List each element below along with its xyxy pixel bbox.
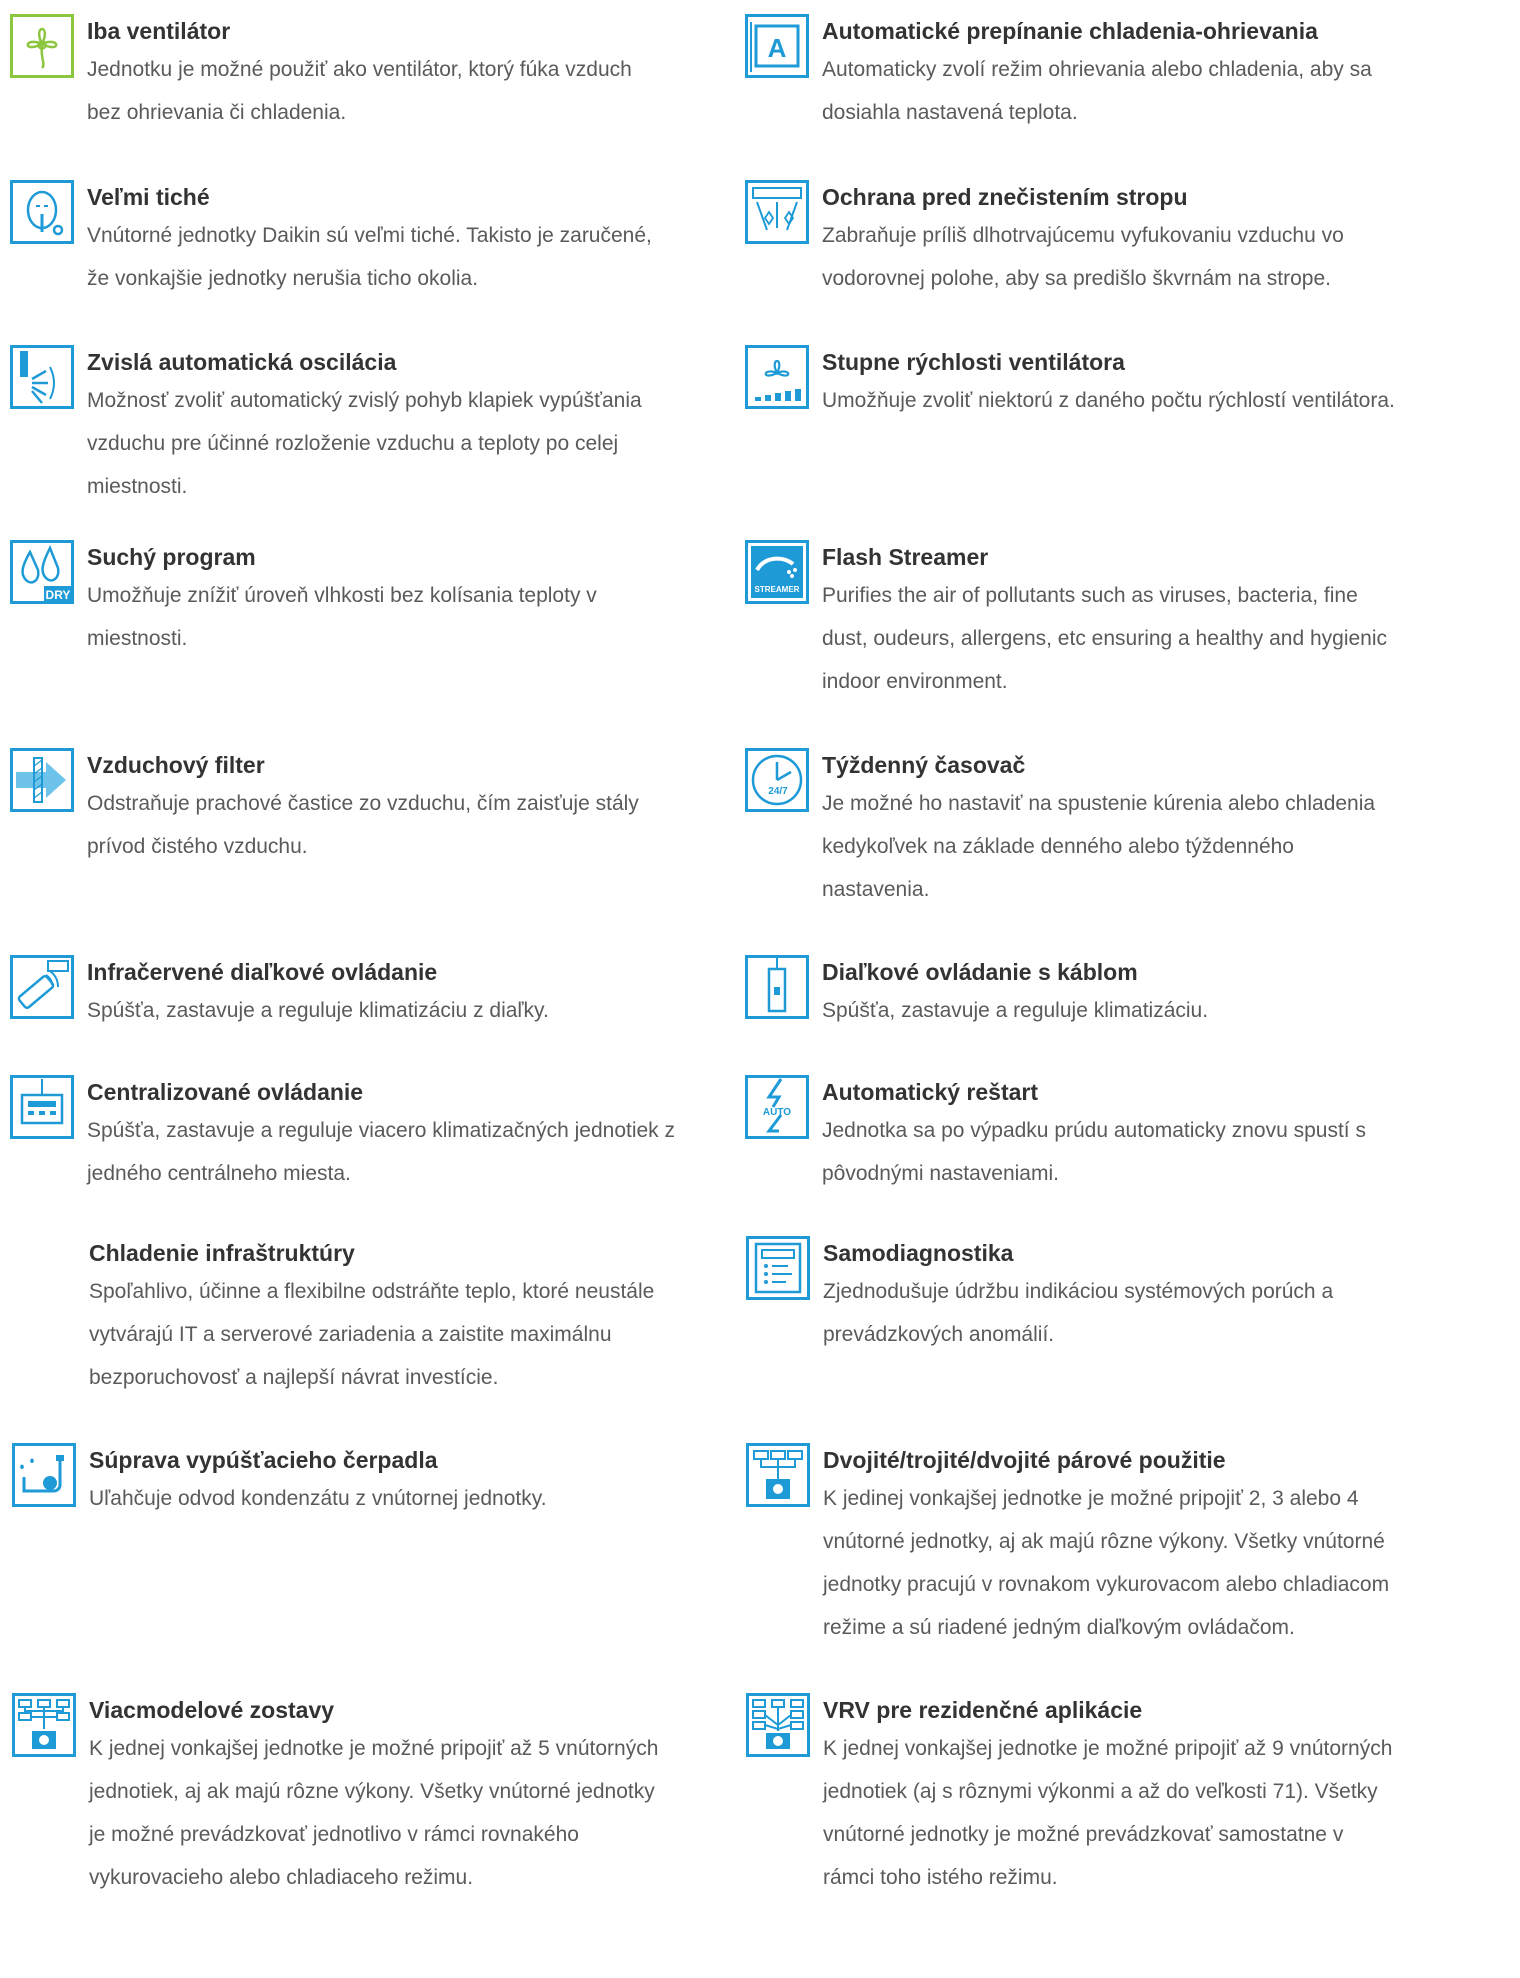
desc-line: rámci toho istého režimu.: [823, 1866, 1058, 1889]
desc-line: vnútorné jednotky je možné prevádzkovať samostatne v: [823, 1823, 1344, 1846]
auto-restart-icon: [745, 1075, 809, 1139]
desc-line: Spúšťa, zastavuje a reguluje klimatizáciu.: [822, 999, 1209, 1022]
feature-desc: [823, 1270, 1483, 1356]
desc-line: Uľahčuje odvod kondenzátu z vnútornej jednotky.: [89, 1487, 547, 1510]
feature-desc: [822, 379, 1502, 422]
desc-line: kedykoľvek na základe denného alebo týždenného: [822, 835, 1294, 858]
flash-streamer-icon: [745, 540, 809, 604]
desc-line: Zjednodušuje údržbu indikáciou systémových porúch a: [823, 1280, 1334, 1303]
feature-title: Iba ventilátor: [87, 18, 231, 44]
desc-line: Automaticky zvolí režim ohrievania alebo chladenia, aby sa: [822, 58, 1372, 81]
twin-triple-icon: [746, 1443, 810, 1507]
desc-line: Odstraňuje prachové častice zo vzduchu, čím zaisťuje stály: [87, 792, 639, 815]
desc-line: vzduchu pre účinné rozloženie vzduchu a teploty po celej: [87, 432, 619, 455]
quiet-face-icon: [10, 180, 74, 244]
desc-line: Spúšťa, zastavuje a reguluje klimatizáciu z diaľky.: [87, 999, 549, 1022]
desc-line: jednotky pracujú v rovnakom vykurovacom alebo chladiacom: [823, 1573, 1390, 1596]
desc-line: pôvodnými nastaveniami.: [822, 1162, 1059, 1185]
drain-pump-icon: [12, 1443, 76, 1507]
dry-label: DRY: [45, 588, 71, 602]
feature-title: Vzduchový filter: [87, 752, 265, 778]
auto-switch-icon: [745, 14, 809, 78]
desc-line: Je možné ho nastaviť na spustenie kúrenia alebo chladenia: [822, 792, 1376, 815]
desc-line: režime a sú riadené jedným diaľkovým ovládačom.: [823, 1616, 1295, 1639]
ir-remote-icon: [10, 955, 74, 1019]
feature-desc: [89, 1477, 729, 1520]
feature-title: Stupne rýchlosti ventilátora: [822, 349, 1125, 375]
feature-desc: [89, 1270, 749, 1399]
feature-title: Zvislá automatická oscilácia: [87, 349, 397, 375]
desc-line: Spúšťa, zastavuje a reguluje viacero klimatizačných jednotiek z: [87, 1119, 676, 1142]
feature-desc: [87, 379, 727, 508]
feature-title: Samodiagnostika: [823, 1240, 1014, 1266]
desc-line: prívod čistého vzduchu.: [87, 835, 308, 858]
desc-line: Umožňuje znížiť úroveň vlhkosti bez kolísania teploty v: [87, 584, 597, 607]
feature-title: VRV pre rezidenčné aplikácie: [823, 1697, 1143, 1723]
feature-title: Flash Streamer: [822, 544, 989, 570]
timer-label: 24/7: [768, 786, 788, 797]
desc-line: že vonkajšie jednotky nerušia ticho okolia.: [87, 267, 479, 290]
desc-line: Purifies the air of pollutants such as viruses, bacteria, fine: [822, 584, 1358, 607]
feature-desc: [822, 1109, 1482, 1195]
multi-model-icon: [12, 1693, 76, 1757]
desc-line: dust, oudeurs, allergens, etc ensuring a healthy and hygienic: [822, 627, 1388, 650]
desc-line: Jednotku je možné použiť ako ventilátor, ktorý fúka vzduch: [87, 58, 632, 81]
feature-desc: [822, 574, 1482, 703]
ceiling-protection-icon: [745, 180, 809, 244]
self-diagnostics-icon: [746, 1236, 810, 1300]
desc-line: K jednej vonkajšej jednotke je možné pripojiť až 9 vnútorných: [823, 1737, 1393, 1760]
feature-desc: [87, 1109, 747, 1195]
central-control-icon: [10, 1075, 74, 1139]
feature-title: Dvojité/trojité/dvojité párové použitie: [823, 1447, 1226, 1473]
fan-speed-icon: [745, 345, 809, 409]
weekly-timer-icon: [745, 748, 809, 812]
desc-line: dosiahla nastavená teplota.: [822, 101, 1078, 124]
feature-title: Diaľkové ovládanie s káblom: [822, 959, 1138, 985]
desc-line: Jednotka sa po výpadku prúdu automaticky znovu spustí s: [822, 1119, 1366, 1142]
feature-title: Viacmodelové zostavy: [89, 1697, 335, 1723]
desc-line: nastavenia.: [822, 878, 930, 901]
feature-title: Ochrana pred znečistením stropu: [822, 184, 1188, 210]
desc-line: jednotiek, aj ak majú rôzne výkony. Všetky vnútorné jednotky: [89, 1780, 655, 1803]
desc-line: jedného centrálneho miesta.: [87, 1162, 351, 1185]
feature-desc: [823, 1727, 1483, 1899]
desc-line: vodorovnej polohe, aby sa predišlo škvrnám na strope.: [822, 267, 1331, 290]
desc-line: vykurovacieho alebo chladiaceho režimu.: [89, 1866, 474, 1889]
feature-desc: [87, 214, 727, 300]
feature-desc: [823, 1477, 1483, 1649]
desc-line: Spoľahlivo, účinne a flexibilne odstráňte teplo, ktoré neustále: [89, 1280, 655, 1303]
vrv-icon: [746, 1693, 810, 1757]
desc-line: miestnosti.: [87, 627, 188, 650]
feature-title: Automatický reštart: [822, 1079, 1039, 1105]
desc-line: Umožňuje zvoliť niektorú z daného počtu rýchlostí ventilátora.: [822, 389, 1395, 412]
feature-title: Veľmi tiché: [87, 184, 210, 210]
feature-desc: [87, 989, 727, 1032]
feature-desc: [822, 989, 1482, 1032]
dry-program-icon: [10, 540, 74, 604]
desc-line: K jedinej vonkajšej jednotke je možné pripojiť 2, 3 alebo 4: [823, 1487, 1359, 1510]
desc-line: K jednej vonkajšej jednotke je možné pripojiť až 5 vnútorných: [89, 1737, 659, 1760]
wired-remote-icon: [745, 955, 809, 1019]
air-filter-icon: [10, 748, 74, 812]
feature-title: Automatické prepínanie chladenia-ohrievania: [822, 18, 1318, 44]
desc-line: prevádzkových anomálií.: [823, 1323, 1055, 1346]
desc-line: jednotiek (aj s rôznymi výkonmi a až do veľkosti 71). Všetky: [823, 1780, 1378, 1803]
desc-line: Zabraňuje príliš dlhotrvajúcemu vyfukovaniu vzduchu vo: [822, 224, 1344, 247]
feature-desc: [87, 782, 727, 868]
feature-title: Centralizované ovládanie: [87, 1079, 364, 1105]
desc-line: vnútorné jednotky, aj ak majú rôzne výkony. Všetky vnútorné: [823, 1530, 1385, 1553]
feature-desc: [822, 782, 1482, 911]
restart-label: AUTO: [762, 1107, 792, 1118]
desc-line: miestnosti.: [87, 475, 188, 498]
feature-title: Chladenie infraštruktúry: [89, 1240, 355, 1266]
streamer-label: STREAMER: [754, 585, 800, 594]
feature-desc: [87, 574, 727, 660]
vertical-swing-icon: [10, 345, 74, 409]
feature-desc: [87, 48, 727, 134]
desc-line: bez ohrievania či chladenia.: [87, 101, 347, 124]
desc-line: Možnosť zvoliť automatický zvislý pohyb klapiek vypúšťania: [87, 389, 642, 412]
desc-line: vytvárajú IT a serverové zariadenia a zaistite maximálnu: [89, 1323, 612, 1346]
fan-leaf-icon: [10, 14, 74, 78]
desc-line: je možné prevádzkovať jednotlivo v rámci rovnakého: [89, 1823, 579, 1846]
feature-desc: [822, 214, 1482, 300]
desc-line: Vnútorné jednotky Daikin sú veľmi tiché. Takisto je zaručené,: [87, 224, 652, 247]
svg-text:A: A: [767, 33, 787, 63]
feature-title: Týždenný časovač: [822, 752, 1026, 778]
feature-title: Súprava vypúšťacieho čerpadla: [89, 1447, 438, 1473]
feature-title: Infračervené diaľkové ovládanie: [87, 959, 438, 985]
feature-desc: [822, 48, 1482, 134]
desc-line: indoor environment.: [822, 670, 1008, 693]
feature-title: Suchý program: [87, 544, 256, 570]
desc-line: bezporuchovosť a najlepší návrat investície.: [89, 1366, 499, 1389]
feature-desc: [89, 1727, 729, 1899]
